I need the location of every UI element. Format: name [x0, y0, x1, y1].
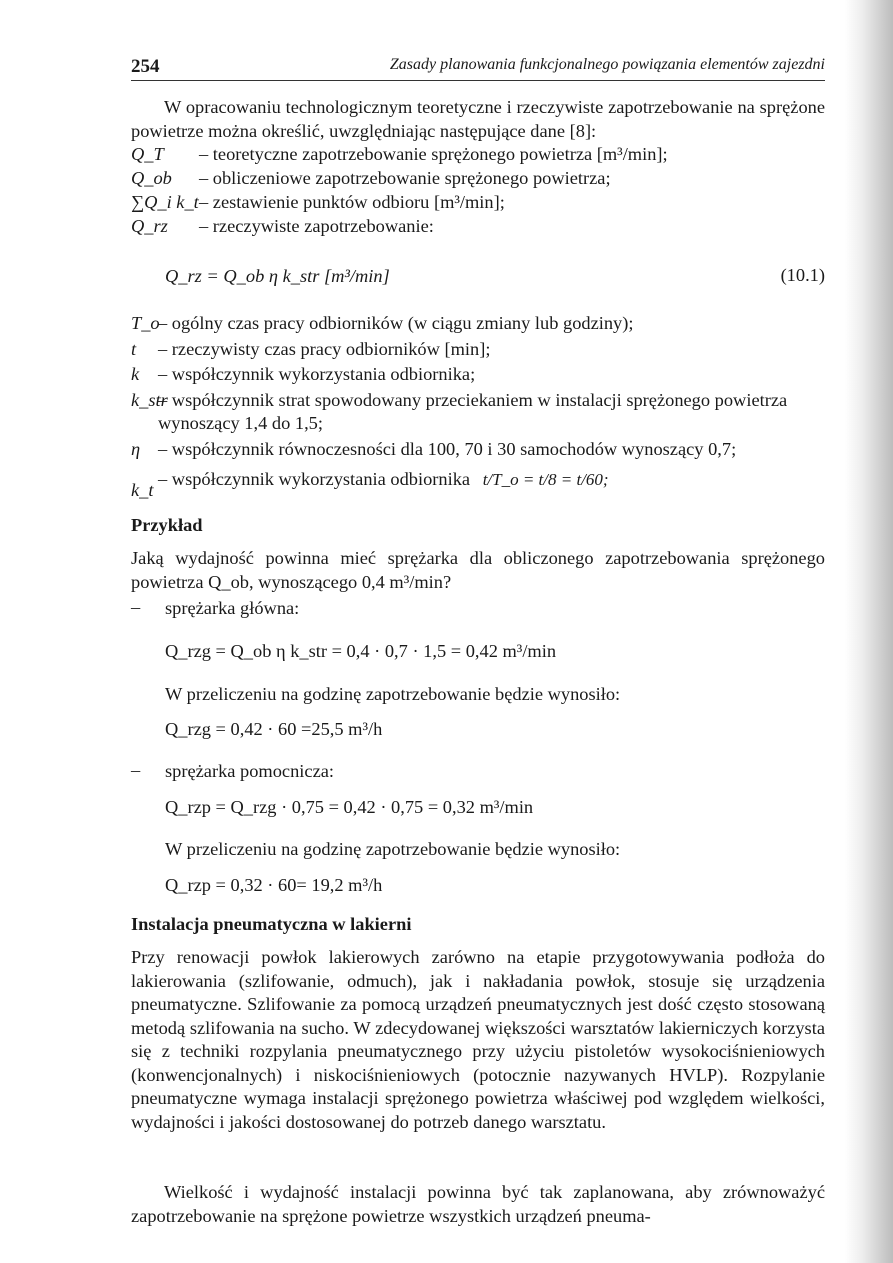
definition-item: [131, 363, 825, 387]
definition-item: [131, 312, 825, 336]
section-heading: Instalacja pneumatyczna w lakierni: [131, 914, 412, 934]
definition-symbol: k_str: [131, 389, 168, 410]
utilization-formula: t/T_o = t/8 = t/60;: [482, 470, 609, 490]
definition-text: – rzeczywisty czas pracy odbiorników [min];: [158, 338, 491, 359]
definition-symbol: η: [131, 438, 141, 459]
definition-item: [131, 438, 825, 462]
page-header: [131, 56, 825, 81]
main-compressor-label: sprężarka główna:: [165, 598, 300, 618]
definition-symbol: Q_rz: [131, 216, 168, 236]
definition-symbol: k: [131, 364, 140, 384]
definition-text-main: – współczynnik wykorzystania odbiornika: [158, 469, 471, 490]
definition-item: [131, 389, 825, 436]
equation-number: (10.1): [780, 265, 825, 285]
book-page: [131, 0, 825, 1263]
definition-item: [131, 191, 825, 215]
example-heading: Przykład: [131, 515, 203, 535]
running-title: Zasady planowania funkcjonalnego powiązania elementów zajezdni: [389, 56, 825, 73]
example-question: Jaką wydajność powinna mieć sprężarka dla obliczonego zapotrzebowania sprężonego powietrza Q_ob, wynoszącego 0,4 m³/min?: [131, 548, 825, 592]
definition-item: [131, 143, 825, 167]
definition-symbol: Q_ob: [131, 168, 172, 188]
definition-text: – współczynnik wykorzystania odbiornika;: [158, 364, 476, 384]
definition-symbol: T_o: [131, 313, 160, 333]
definition-text: – rzeczywiste zapotrzebowanie:: [199, 216, 434, 236]
page-edge-shadow: [845, 0, 893, 1263]
equation-10-1: Q_rz = Q_ob η k_str [m³/min]: [165, 266, 390, 286]
equation-aux-hourly: Q_rzp = 0,32 · 60= 19,2 m³/h: [165, 875, 383, 895]
definition-text: [158, 467, 825, 492]
definition-text: – ogólny czas pracy odbiorników (w ciągu zmiany lub godziny);: [158, 313, 634, 333]
definition-item: [131, 338, 825, 362]
equation-aux-compressor: Q_rzp = Q_rzg · 0,75 = 0,42 · 0,75 = 0,32 m³/min: [165, 797, 534, 817]
definition-text: – zestawienie punktów odbioru [m³/min];: [199, 192, 505, 212]
equation-main-hourly: Q_rzg = 0,42 · 60 =25,5 m³/h: [165, 719, 383, 739]
conversion-note-1: W przeliczeniu na godzinę zapotrzebowanie będzie wynosiło:: [165, 684, 621, 704]
intro-paragraph: W opracowaniu technologicznym teoretyczne i rzeczywiste zapotrzebowanie na sprężone powietrze można określić, uwzględniając następujące dane [8]:: [131, 97, 825, 141]
definitions-list-2: [131, 312, 825, 500]
equation-main-compressor: Q_rzg = Q_ob η k_str = 0,4 · 0,7 · 1,5 = 0,42 m³/min: [165, 641, 557, 661]
section-paragraph-2: Wielkość i wydajność instalacji powinna być tak zaplanowana, aby zrównoważyć zapotrzebowanie na sprężone powietrze wszystkich urządzeń pneuma-: [131, 1182, 825, 1226]
definitions-list-1: [131, 143, 825, 239]
definition-symbol: t: [131, 338, 137, 359]
definition-item: [131, 215, 825, 239]
conversion-note-2: W przeliczeniu na godzinę zapotrzebowanie będzie wynosiło:: [165, 839, 621, 859]
definition-symbol: ∑Q_i k_t: [131, 192, 199, 212]
definition-text: – współczynnik równoczesności dla 100, 70 i 30 samochodów wynoszący 0,7;: [158, 438, 737, 459]
definition-symbol: k_t: [131, 480, 154, 500]
definition-item: [131, 167, 825, 191]
definition-text: – współczynnik strat spowodowany przeciekaniem w instalacji sprężonego powietrza wynoszący 1,4 do 1,5;: [158, 389, 788, 433]
aux-compressor-label: sprężarka pomocnicza:: [165, 761, 334, 781]
section-paragraph-1: Przy renowacji powłok lakierowych zarówno na etapie przygotowywania podłoża do lakierowania (szlifowanie, odmuch), jak i nakładania powłok, stosuje się urządzenia pneumatyczne. Szlifowanie za pomocą urządzeń pneumatycznych jest dość często stosowaną metodą szlifowania na sucho. W zdecydowanej większości warsztatów lakierniczych korzysta się z techniki rozpylania pneumatycznego przy użyciu pistoletów wysokociśnieniowych (konwencjonalnych) i niskociśnieniowych (potocznie nazywanych HVLP). Rozpylanie pneumatyczne wymaga instalacji sprężonego powietrza właściwej pod względem wielkości, wydajności i jakości dostosowanej do potrzeb danego warsztatu.: [131, 947, 825, 1132]
list-dash: –: [131, 760, 141, 780]
definition-item: [131, 467, 825, 500]
definition-symbol: Q_T: [131, 144, 164, 164]
list-dash: –: [131, 597, 141, 617]
definition-text: – teoretyczne zapotrzebowanie sprężonego powietrza [m³/min];: [199, 144, 668, 164]
definition-text: – obliczeniowe zapotrzebowanie sprężonego powietrza;: [199, 168, 611, 188]
page-number: 254: [131, 56, 160, 77]
